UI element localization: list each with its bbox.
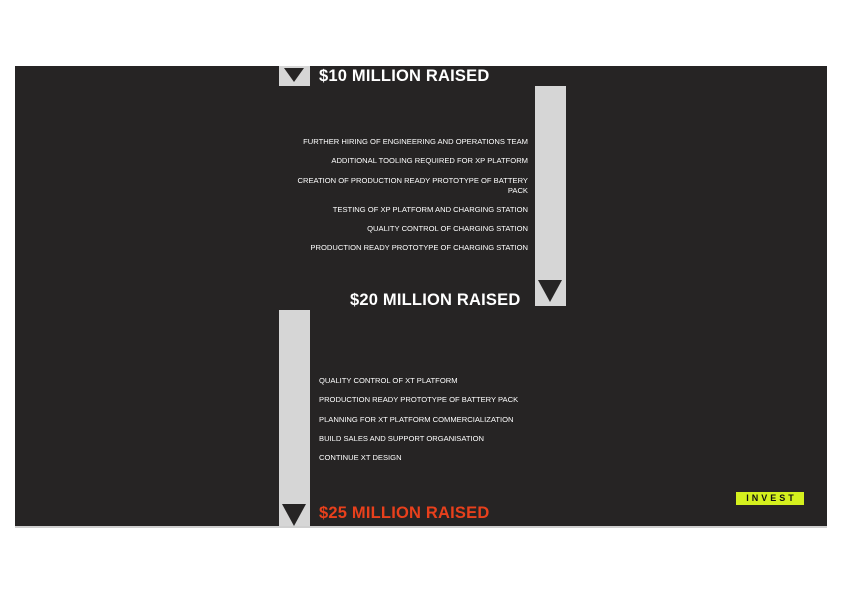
- milestone-20m: $20 MILLION RAISED: [350, 291, 521, 309]
- phase2-item: CONTINUE XT DESIGN: [319, 453, 402, 462]
- phase1-item: TESTING OF XP PLATFORM AND CHARGING STATION: [332, 205, 528, 214]
- slide-bottom-border: [15, 526, 827, 528]
- timeline-bar-phase2: [279, 310, 310, 526]
- milestone-10m: $10 MILLION RAISED: [319, 67, 490, 85]
- down-arrow-icon: [284, 68, 304, 82]
- phase1-item: FURTHER HIRING OF ENGINEERING AND OPERATIONS TEAM: [303, 137, 528, 146]
- phase1-item: QUALITY CONTROL OF CHARGING STATION: [367, 224, 528, 233]
- phase1-item: ADDITIONAL TOOLING REQUIRED FOR XP PLATFORM: [331, 156, 528, 165]
- phase2-item: QUALITY CONTROL OF XT PLATFORM: [319, 376, 458, 385]
- down-arrow-icon: [538, 280, 562, 302]
- down-arrow-icon: [282, 504, 306, 526]
- phase1-item: PRODUCTION READY PROTOTYPE OF CHARGING STATION: [310, 243, 528, 252]
- phase2-item: PRODUCTION READY PROTOTYPE OF BATTERY PACK: [319, 395, 519, 404]
- timeline-bar-phase1: [535, 86, 566, 306]
- phase1-item: CREATION OF PRODUCTION READY PROTOTYPE OF BATTERY PACK: [297, 176, 528, 195]
- phase2-item: PLANNING FOR XT PLATFORM COMMERCIALIZATION: [319, 415, 514, 424]
- invest-button[interactable]: INVEST: [736, 492, 804, 505]
- milestone-25m: $25 MILLION RAISED: [319, 504, 490, 522]
- phase2-item: BUILD SALES AND SUPPORT ORGANISATION: [319, 434, 484, 443]
